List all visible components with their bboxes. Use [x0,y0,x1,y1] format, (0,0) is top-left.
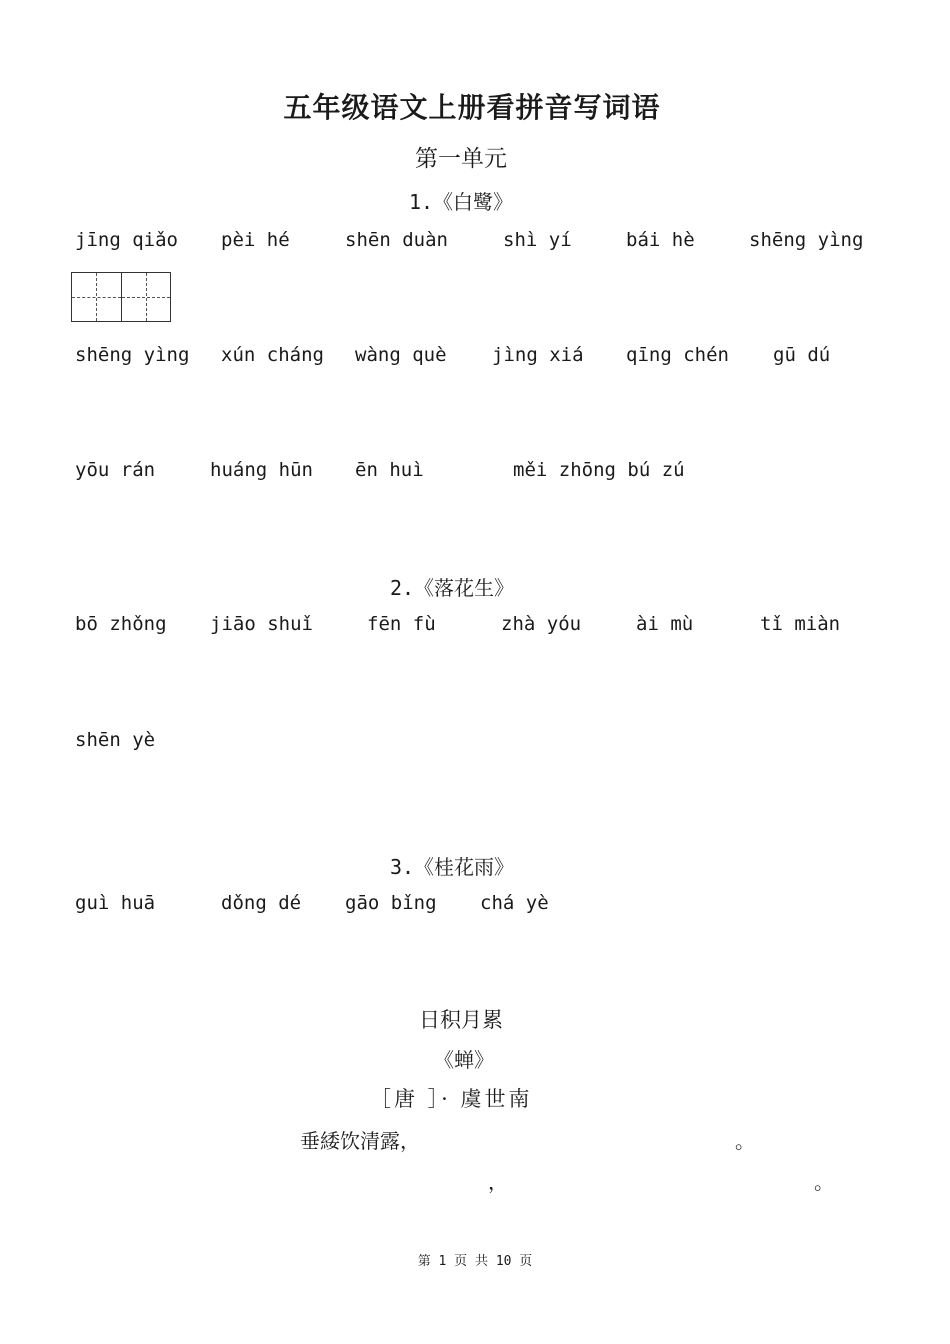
writing-grid[interactable] [71,272,171,322]
poem-line-start: 垂緌饮清露， [300,1129,420,1153]
pinyin-word: měi zhōng bú zú [513,459,685,481]
lesson-heading: 3.《桂花雨》 [389,855,515,879]
pinyin-word: tǐ miàn [760,613,841,635]
pinyin-word: guì huā [75,892,156,914]
grid-cell[interactable] [122,273,171,321]
poem-line-end: 。 [735,1129,755,1153]
pinyin-word: qīng chén [626,344,729,366]
pinyin-word: dǒng dé [221,892,302,914]
pinyin-word: bái hè [626,229,695,251]
pinyin-word: huáng hūn [210,459,313,481]
pinyin-word: gāo bǐng [345,892,437,914]
pinyin-word: gū dú [773,344,831,366]
section-heading: 日积月累 [419,1008,503,1032]
lesson-heading: 1.《白鹭》 [408,190,514,214]
pinyin-word: ēn huì [355,459,424,481]
pinyin-word: pèi hé [221,229,290,251]
grid-cell[interactable] [72,273,122,321]
poem-line-end: 。 [814,1170,834,1194]
pinyin-word: xún cháng [221,344,324,366]
pinyin-word: fēn fù [367,613,436,635]
page-footer: 第 1 页 共 10 页 [417,1254,533,1269]
pinyin-word: shēng yìng [75,344,190,366]
poem-title: 《蝉》 [434,1048,494,1072]
pinyin-word: wàng què [355,344,447,366]
unit-heading: 第一单元 [415,146,507,172]
pinyin-word: shēn yè [75,729,156,751]
pinyin-word: shì yí [503,229,572,251]
pinyin-word: chá yè [480,892,549,914]
poem-line-comma: ， [488,1170,508,1194]
pinyin-word: zhà yóu [501,613,582,635]
poem-author: ［唐 ］· 虞世南 [370,1087,533,1111]
pinyin-word: jìng xiá [492,344,584,366]
pinyin-word: yōu rán [75,459,156,481]
pinyin-word: bō zhǒng [75,613,167,635]
pinyin-word: shēn duàn [345,229,448,251]
lesson-heading: 2.《落花生》 [389,576,515,600]
pinyin-word: ài mù [636,613,694,635]
pinyin-word: jīng qiǎo [75,229,178,251]
page-title: 五年级语文上册看拼音写词语 [283,91,661,124]
pinyin-word: jiāo shuǐ [210,613,313,635]
pinyin-word: shēng yìng [749,229,864,251]
